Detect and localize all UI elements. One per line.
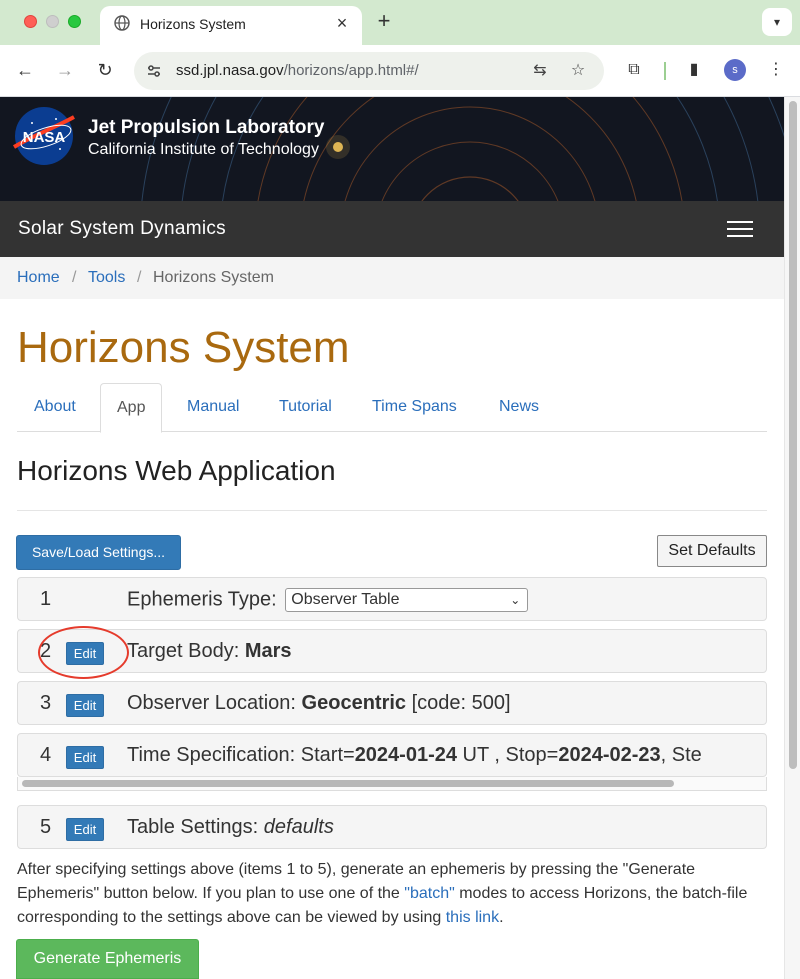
breadcrumb-tools[interactable]: Tools [88,269,126,286]
target-body-value: Mars [244,640,292,662]
set-defaults-button[interactable]: Set Defaults [657,535,767,567]
address-bar[interactable] [134,52,604,90]
tab-manual[interactable]: Manual [187,398,240,415]
row-content [127,640,292,663]
breadcrumb-separator: / [72,269,77,286]
globe-icon [114,15,130,31]
toolbar-separator [664,62,666,80]
row-content [127,816,334,839]
scrollbar-thumb[interactable] [789,101,797,769]
new-tab-button[interactable]: + [377,8,391,33]
side-panel-icon[interactable]: ▮ [689,61,699,78]
generate-ephemeris-button[interactable]: Generate Ephemeris [16,939,199,979]
tab-news[interactable]: News [499,398,540,415]
time-start-value: 2024-01-24 [354,744,457,766]
para-text-1: After specifying settings above (items 1 to 5), generate an ephemeris by pressing the "Generate Ephemeris" button below. If you plan to use one of the [17,861,696,902]
edit-table-settings-button[interactable]: Edit [66,818,104,841]
breadcrumb-separator: / [137,269,142,286]
settings-row-target-body [17,629,767,673]
row-label: Table Settings: [127,816,259,838]
star-icon[interactable]: ☆ [570,62,586,79]
browser-tab[interactable] [100,6,362,45]
section-heading: Horizons Web Application [17,455,336,486]
translate-icon[interactable]: ⇆ [533,62,547,79]
time-tail-text: , Ste [660,744,702,766]
page-tabs [17,383,767,432]
batch-link[interactable]: "batch" [404,885,455,902]
site-section-title[interactable]: Solar System Dynamics [18,218,226,239]
tab-time-spans[interactable]: Time Spans [372,398,457,415]
url-host: ssd.jpl.nasa.gov [176,62,284,79]
tab-search-button[interactable] [762,8,792,36]
window-minimize-button[interactable] [46,15,59,28]
row-label: Target Body: [127,640,240,662]
scrollbar-thumb[interactable] [22,780,674,787]
arrow-left-icon: ← [16,60,34,80]
observer-location-code: [code: 500] [411,692,511,714]
breadcrumb-home[interactable]: Home [17,269,60,286]
highlight-circle-annotation [38,626,129,679]
avatar[interactable]: s [724,59,746,81]
chevron-down-icon: ⌄ [510,593,521,607]
back-button[interactable] [12,57,38,83]
site-info-icon[interactable] [146,63,162,79]
table-settings-value: defaults [263,816,334,838]
jpl-banner [0,97,784,201]
url-path: /horizons/app.html#/ [283,62,419,79]
org-title[interactable]: Jet Propulsion Laboratory [88,117,325,138]
row-label: Time Specification: Start= [127,744,355,766]
settings-row-ephemeris-type [17,577,767,621]
reload-icon: ↻ [97,60,113,80]
time-mid-text: UT , Stop= [457,744,559,766]
nasa-logo [12,105,76,167]
this-link[interactable]: this link [445,909,500,926]
tab-app[interactable]: App [100,383,162,433]
save-load-settings-button[interactable]: Save/Load Settings... [16,535,181,570]
menu-icon[interactable] [727,221,753,239]
svg-text:NASA: NASA [22,129,66,146]
window-close-button[interactable] [24,15,37,28]
more-menu-icon[interactable]: ⋮ [768,61,784,78]
reload-button[interactable] [92,57,118,83]
row-content [127,692,511,715]
ephemeris-type-select[interactable] [285,588,528,612]
tab-tutorial[interactable]: Tutorial [279,398,332,415]
breadcrumb-current: Horizons System [153,269,274,286]
time-stop-value: 2024-02-23 [558,744,661,766]
row-number: 3 [40,692,52,714]
chevron-down-icon: ▾ [773,15,781,29]
settings-row-time-specification [17,733,767,777]
divider [17,510,767,511]
extensions-icon[interactable]: ⧉ [628,61,640,78]
arrow-right-icon: → [56,60,74,80]
row-content [127,744,702,767]
browser-toolbar [0,45,800,97]
select-value: Observer Table [291,591,400,608]
settings-row-observer-location [17,681,767,725]
browser-tab-bar [0,0,800,45]
page-title: Horizons System [17,323,350,372]
window-zoom-button[interactable] [68,15,81,28]
edit-time-specification-button[interactable]: Edit [66,746,104,769]
page-viewport [0,97,784,979]
edit-target-body-button[interactable]: Edit [66,642,104,665]
row-number: 4 [40,744,52,766]
row-number: 5 [40,816,52,838]
para-text-2: modes to access Horizons, the batch-file corresponding to the settings above can be viewed by using [17,885,748,926]
url-text[interactable] [176,62,419,79]
edit-observer-location-button[interactable]: Edit [66,694,104,717]
forward-button[interactable] [52,57,78,83]
breadcrumb [0,257,784,299]
row-label: Observer Location: [127,692,296,714]
row-label: Ephemeris Type: [127,588,277,611]
row-content [127,588,528,612]
org-subtitle[interactable]: California Institute of Technology [88,141,319,158]
row-number: 2 [40,640,52,662]
instructions-paragraph [17,858,777,930]
observer-location-value: Geocentric [301,692,407,714]
tab-title: Horizons System [140,16,246,32]
horizontal-scrollbar[interactable] [17,777,767,791]
row-number: 1 [40,588,52,610]
settings-row-table-settings [17,805,767,849]
tab-about[interactable]: About [34,398,76,415]
site-nav-bar [0,201,784,257]
close-icon[interactable]: × [336,13,348,33]
vertical-scrollbar[interactable] [784,97,800,979]
para-text-3: . [499,909,504,926]
